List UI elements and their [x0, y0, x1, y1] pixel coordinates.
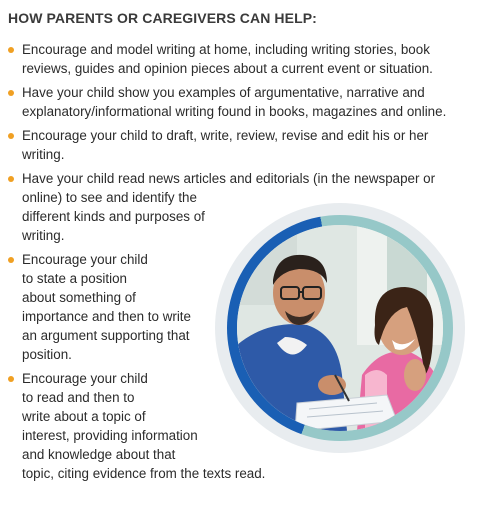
bullet-icon — [8, 90, 14, 96]
list-item — [8, 40, 470, 78]
line: an argument supporting that — [22, 328, 190, 343]
bullet-icon — [8, 376, 14, 382]
line: online) to see and identify the — [22, 190, 197, 205]
line: Encourage your child — [22, 371, 148, 386]
line: Encourage your child — [22, 252, 148, 267]
line: importance and then to write — [22, 309, 191, 324]
line: write about a topic of — [22, 409, 146, 424]
photo-illustration — [237, 225, 443, 431]
line: writing. — [22, 228, 65, 243]
line: Encourage and model writing at home, including writing stories, book — [22, 42, 430, 57]
list-item — [8, 126, 470, 164]
line: writing. — [22, 147, 65, 162]
line: topic, citing evidence from the texts read. — [22, 466, 266, 481]
line: reviews, guides and opinion pieces about a current event or situation. — [22, 61, 433, 76]
line: to read and then to — [22, 390, 135, 405]
photo-frame — [215, 203, 465, 453]
line: to state a position — [22, 271, 127, 286]
line: interest, providing information — [22, 428, 198, 443]
line: and knowledge about that — [22, 447, 176, 462]
line: about something of — [22, 290, 136, 305]
bullet-icon — [8, 133, 14, 139]
line: Encourage your child to draft, write, review, revise and edit his or her — [22, 128, 429, 143]
bullet-icon — [8, 257, 14, 263]
line: position. — [22, 347, 72, 362]
line: different kinds and purposes of — [22, 209, 205, 224]
parent-child-writing-photo-icon — [237, 225, 443, 431]
line: Have your child show you examples of argumentative, narrative and — [22, 85, 425, 100]
line: explanatory/informational writing found in books, magazines and online. — [22, 104, 447, 119]
bullet-icon — [8, 47, 14, 53]
bullet-icon — [8, 176, 14, 182]
line: Have your child read news articles and editorials (in the newspaper or — [22, 171, 436, 186]
list-item — [8, 83, 470, 121]
section-heading: HOW PARENTS OR CAREGIVERS CAN HELP: — [8, 10, 317, 26]
